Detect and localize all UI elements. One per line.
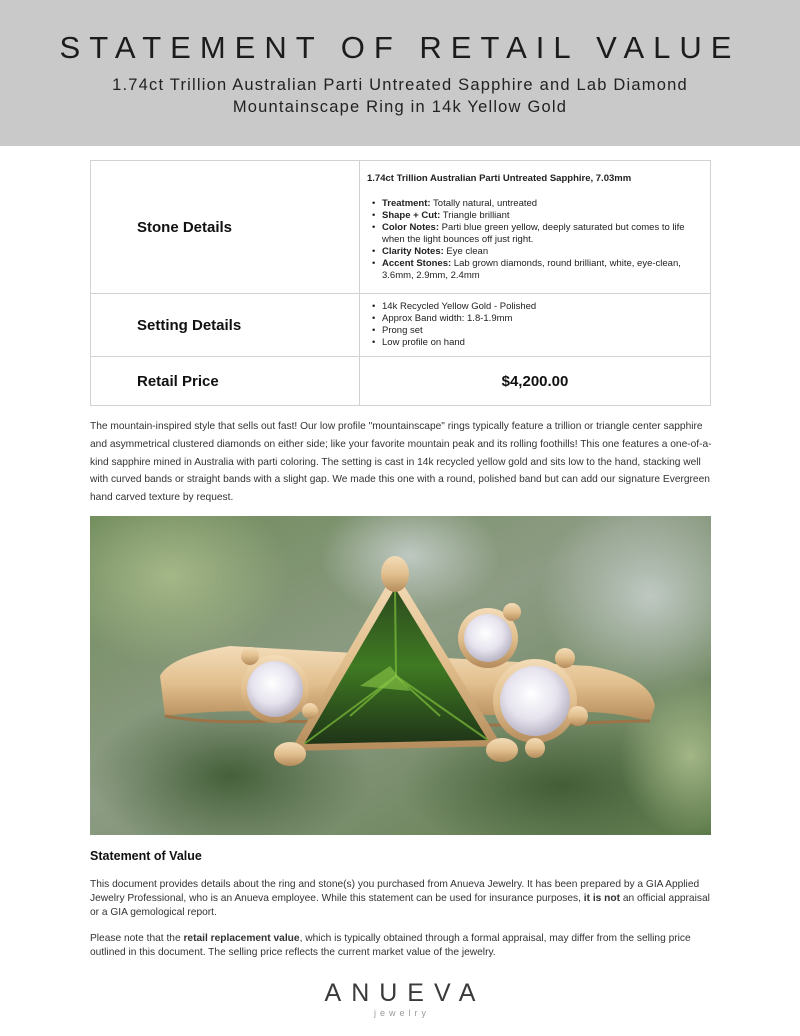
document-subtitle: 1.74ct Trillion Australian Parti Untreated Sapphire and Lab Diamond Mountainscape Ring in 14k Yellow Gold: [112, 76, 688, 116]
stone-heading: 1.74ct Trillion Australian Parti Untreated Sapphire, 7.03mm: [367, 172, 632, 184]
statement-p1-end: an official appraisal or a GIA gemological report.: [90, 892, 710, 918]
ring-photo: [90, 516, 711, 835]
stone-detail-value: Totally natural, untreated: [430, 197, 538, 209]
stone-detail-key: Shape + Cut:: [382, 209, 441, 221]
stone-detail-item: [367, 198, 704, 210]
stone-detail-value: Triangle brilliant: [440, 209, 510, 221]
retail-price-row: [91, 357, 711, 406]
stone-detail-key: Accent Stones:: [382, 257, 452, 269]
stone-detail-key: Treatment:: [382, 197, 431, 209]
stone-detail-item: [367, 258, 704, 282]
statement-paragraph-2: [90, 932, 712, 960]
logo-subtext: jewelry: [373, 1008, 430, 1018]
retail-price-value: $4,200.00: [360, 357, 711, 406]
statement-paragraph-1: [90, 878, 712, 919]
details-table: [90, 160, 711, 406]
statement-title: Statement of Value: [90, 849, 202, 863]
statement-p1-text: This document provides details about the ring and stone(s) you purchased from Anueva Jewelry. It has been prepared by a GIA Applied Jewelry Professional, who is an Anueva employee. While this statement can be used for insurance purposes,: [90, 879, 700, 904]
stone-detail-item: [367, 222, 704, 246]
logo-brand: ANUEVA: [324, 979, 486, 1007]
setting-details-row: [91, 294, 711, 357]
stone-details-label: Stone Details: [91, 161, 360, 294]
stone-detail-value: Lab grown diamonds, round brilliant, white, eye-clean, 3.6mm, 2.9mm, 2.4mm: [382, 257, 681, 281]
stone-details-value: [360, 161, 711, 294]
product-description: The mountain-inspired style that sells out fast! Our low profile "mountainscape" rings typically feature a trillion or triangle center sapphire and asymmetrical clustered diamonds on either side; like your favorite mountain peak and its rolling foothills! This one features a one-of-a-kind sapphire mined in Australia with parti coloring. The setting is cast in 14k recycled yellow gold and sits low to the hand, stacking well with curved bands or straight bands with a slight gap. We made this one with a round, polished band but can add our signature Evergreen hand carved texture by request.: [90, 421, 712, 504]
header-banner: [0, 0, 800, 146]
stone-detail-key: Color Notes:: [382, 221, 439, 233]
stone-detail-item: [367, 246, 704, 258]
statement-p2-text: Please note that the: [90, 933, 184, 944]
setting-detail-item: • Low profile on hand: [367, 337, 704, 349]
document-title: STATEMENT OF RETAIL VALUE: [59, 30, 741, 65]
statement-p2-end: , which is typically obtained through a formal appraisal, may differ from the selling price outlined in this document. The selling price reflects the current market value of the jewelry.: [90, 933, 691, 958]
stone-detail-value: Eye clean: [443, 245, 489, 257]
setting-detail-item: • Approx Band width: 1.8-1.9mm: [367, 313, 704, 325]
setting-details-list: [367, 301, 704, 349]
setting-detail-item: • Prong set: [367, 325, 704, 337]
setting-details-label: Setting Details: [91, 294, 360, 357]
setting-detail-item: • 14k Recycled Yellow Gold - Polished: [367, 301, 704, 313]
retail-price-label: Retail Price: [91, 357, 360, 406]
statement-p2-emphasis: retail replacement value: [183, 933, 300, 944]
stone-detail-item: [367, 210, 704, 222]
stone-details-list: [367, 198, 704, 282]
setting-details-value: [360, 294, 711, 357]
statement-p1-emphasis: it is not: [583, 892, 621, 904]
stone-details-row: [91, 161, 711, 294]
anueva-logo: [300, 980, 500, 1018]
stone-detail-key: Clarity Notes:: [382, 245, 444, 257]
stone-detail-value: Parti blue green yellow, deeply saturated but comes to life when the light bounces off just right.: [382, 221, 685, 245]
